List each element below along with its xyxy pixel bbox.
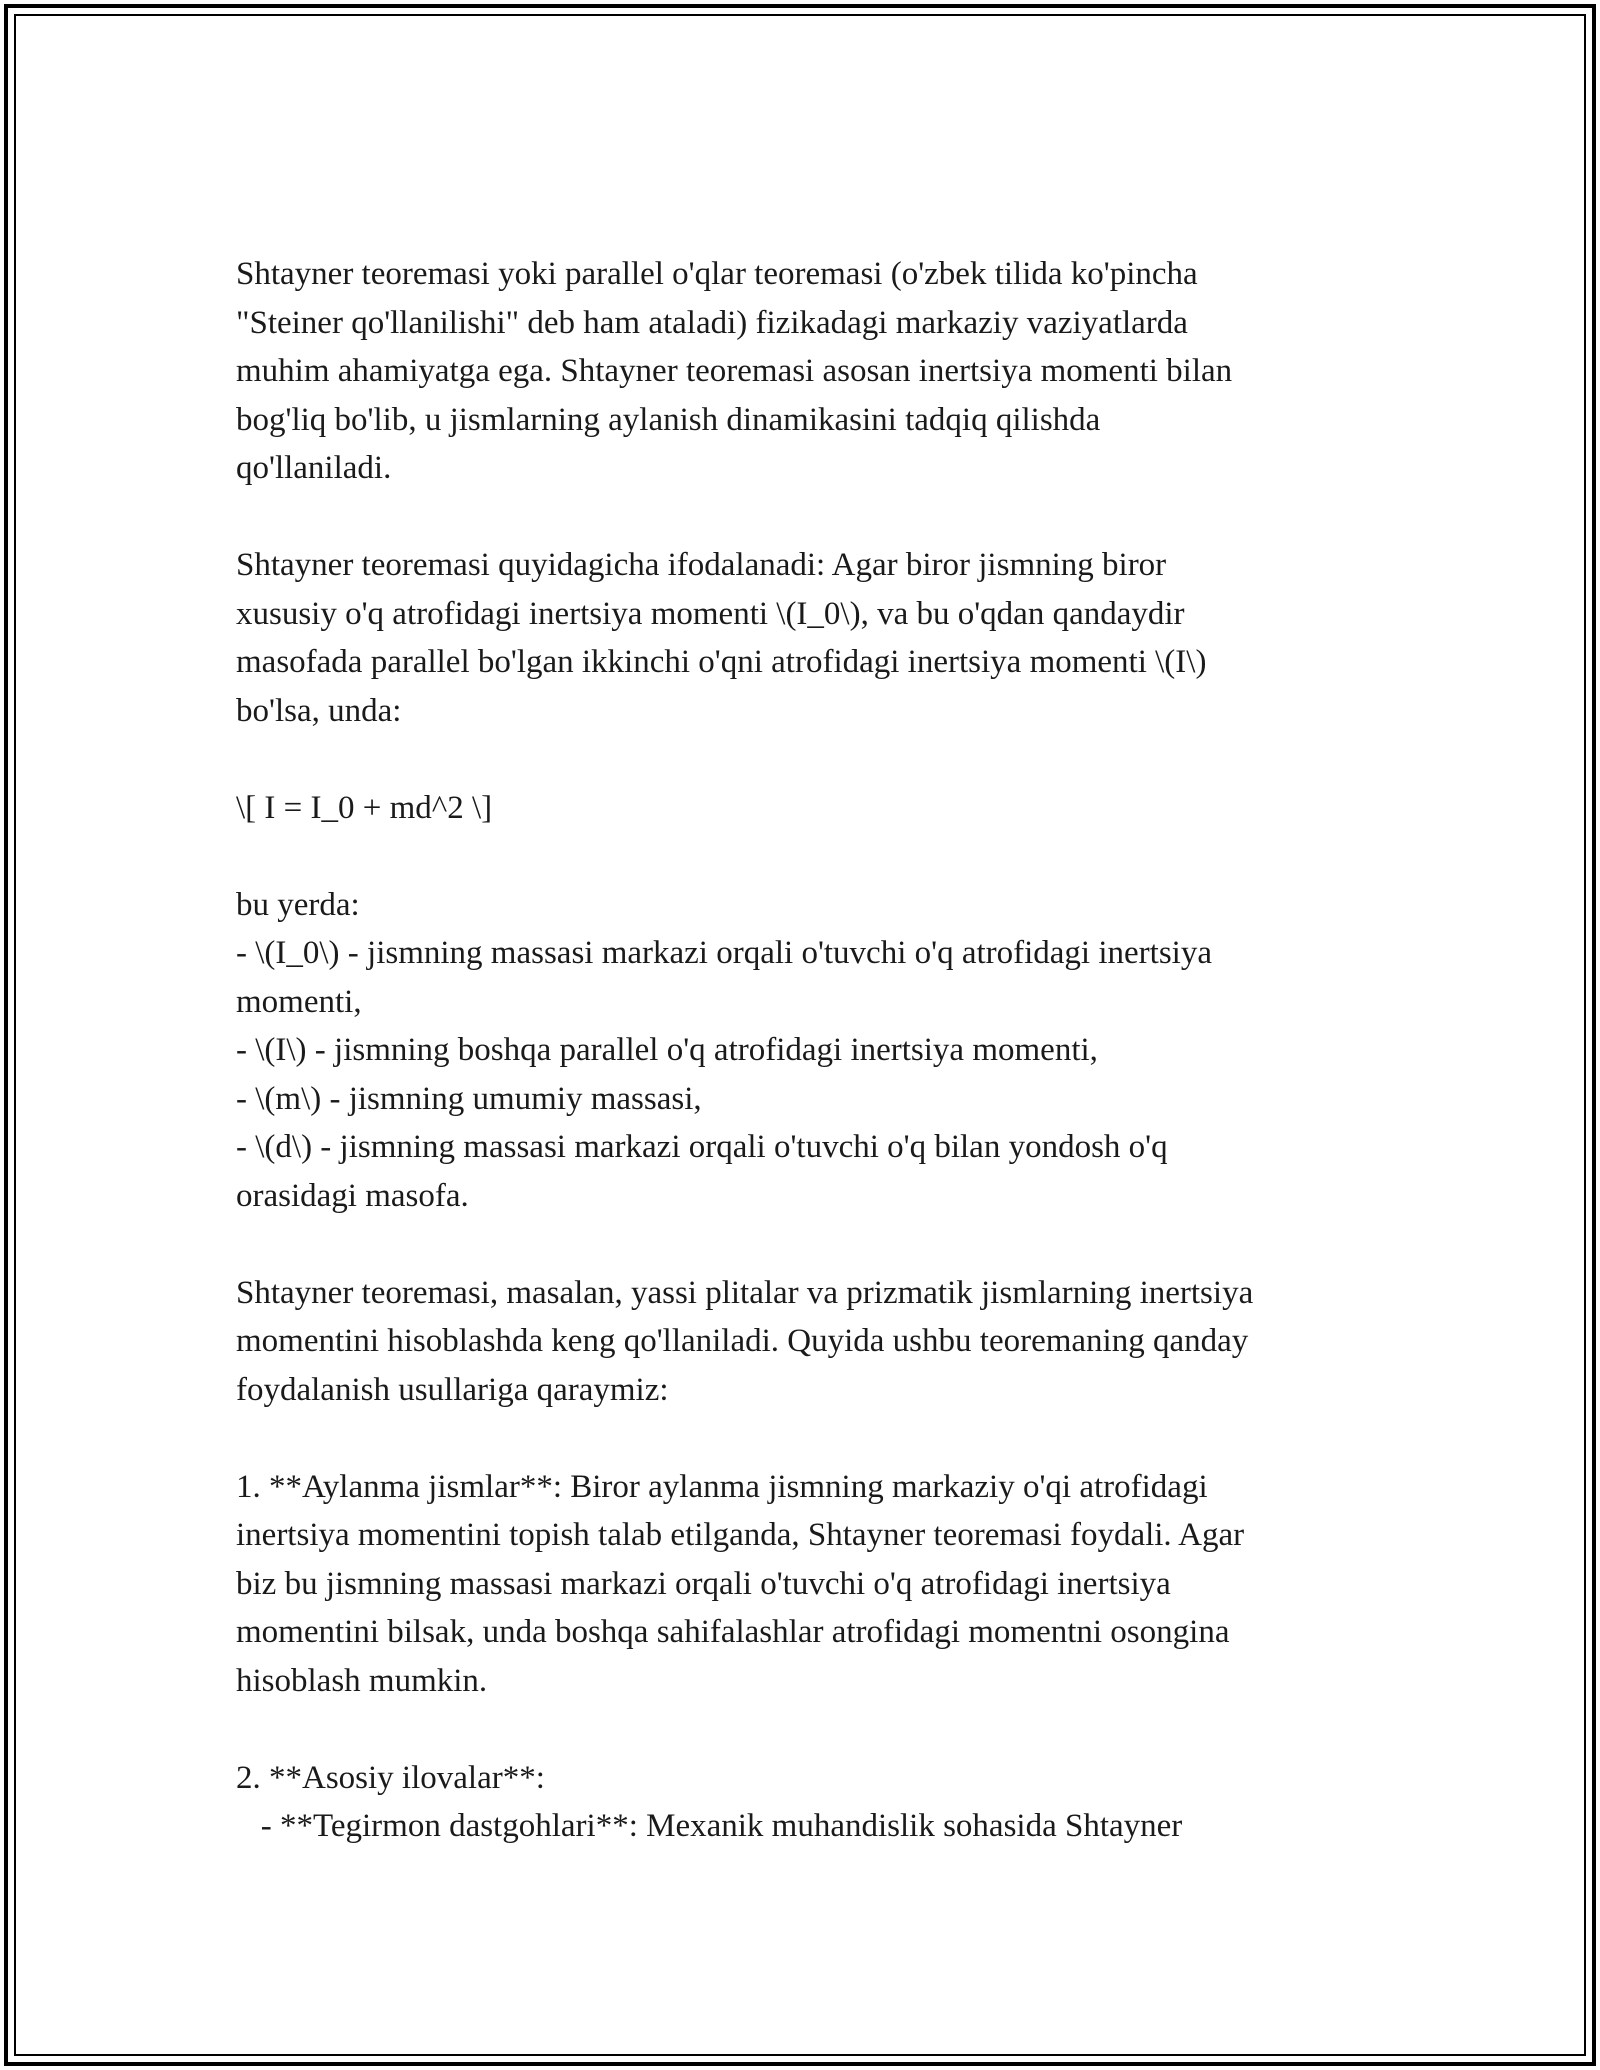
formula-line: \[ I = I_0 + md^2 \]	[236, 789, 493, 826]
text-line: "Steiner qo'llanilishi" deb ham ataladi) fizikadagi markaziy vaziyatlarda	[236, 304, 1188, 341]
text-line: foydalanish usullariga qaraymiz:	[236, 1371, 669, 1408]
text-line: qo'llaniladi.	[236, 450, 392, 486]
paragraph-formula	[236, 784, 1376, 833]
list-item: 1. **Aylanma jismlar**: Biror aylanma jismning markaziy o'qi atrofidagi	[236, 1468, 1208, 1505]
text-line: masofada parallel bo'lgan ikkinchi o'qni atrofidagi inertsiya momenti \(I\)	[236, 644, 1207, 680]
list-item: - \(I\) - jismning boshqa parallel o'q atrofidagi inertsiya momenti,	[236, 1032, 1098, 1068]
text-line: Shtayner teoremasi quyidagicha ifodalanadi: Agar biror jismning biror	[236, 547, 1167, 583]
paragraph-usage	[236, 1269, 1376, 1415]
text-line: Shtayner teoremasi, masalan, yassi plitalar va prizmatik jismlarning inertsiya	[236, 1274, 1254, 1311]
text-line: Shtayner teoremasi yoki parallel o'qlar teoremasi (o'zbek tilida ko'pincha	[236, 256, 1198, 292]
text-line: momentini hisoblashda keng qo'llaniladi. Quyida ushbu teoremaning qanday	[236, 1323, 1249, 1359]
text-line: biz bu jismning massasi markazi orqali o'tuvchi o'q atrofidagi inertsiya	[236, 1565, 1171, 1602]
text-line: inertsiya momentini topish talab etilganda, Shtayner teoremasi foydali. Agar	[236, 1517, 1245, 1553]
text-line: bog'liq bo'lib, u jismlarning aylanish dinamikasini tadqiq qilishda	[236, 401, 1101, 438]
list-item: - \(m\) - jismning umumiy massasi,	[236, 1080, 702, 1117]
document-body	[236, 250, 1376, 1899]
paragraph-item-1	[236, 1463, 1376, 1706]
list-item: - \(I_0\) - jismning massasi markazi orqali o'tuvchi o'q atrofidagi inertsiya	[236, 935, 1212, 971]
text-line: bo'lsa, unda:	[236, 692, 402, 729]
paragraph-definition	[236, 541, 1376, 735]
text-line: bu yerda:	[236, 886, 360, 923]
paragraph-variables	[236, 881, 1376, 1221]
text-line: orasidagi masofa.	[236, 1177, 469, 1214]
list-item: 2. **Asosiy ilovalar**:	[236, 1759, 545, 1796]
list-item: - \(d\) - jismning massasi markazi orqali o'tuvchi o'q bilan yondosh o'q	[236, 1129, 1168, 1165]
text-line: momenti,	[236, 983, 362, 1020]
list-item: - **Tegirmon dastgohlari**: Mexanik muhandislik sohasida Shtayner	[236, 1808, 1183, 1844]
paragraph-item-2	[236, 1754, 1376, 1851]
text-line: momentini bilsak, unda boshqa sahifalashlar atrofidagi momentni osongina	[236, 1614, 1230, 1650]
paragraph-intro	[236, 250, 1376, 493]
text-line: hisoblash mumkin.	[236, 1662, 488, 1699]
text-line: muhim ahamiyatga ega. Shtayner teoremasi asosan inertsiya momenti bilan	[236, 353, 1233, 389]
text-line: xususiy o'q atrofidagi inertsiya momenti \(I_0\), va bu o'qdan qandaydir	[236, 595, 1185, 632]
